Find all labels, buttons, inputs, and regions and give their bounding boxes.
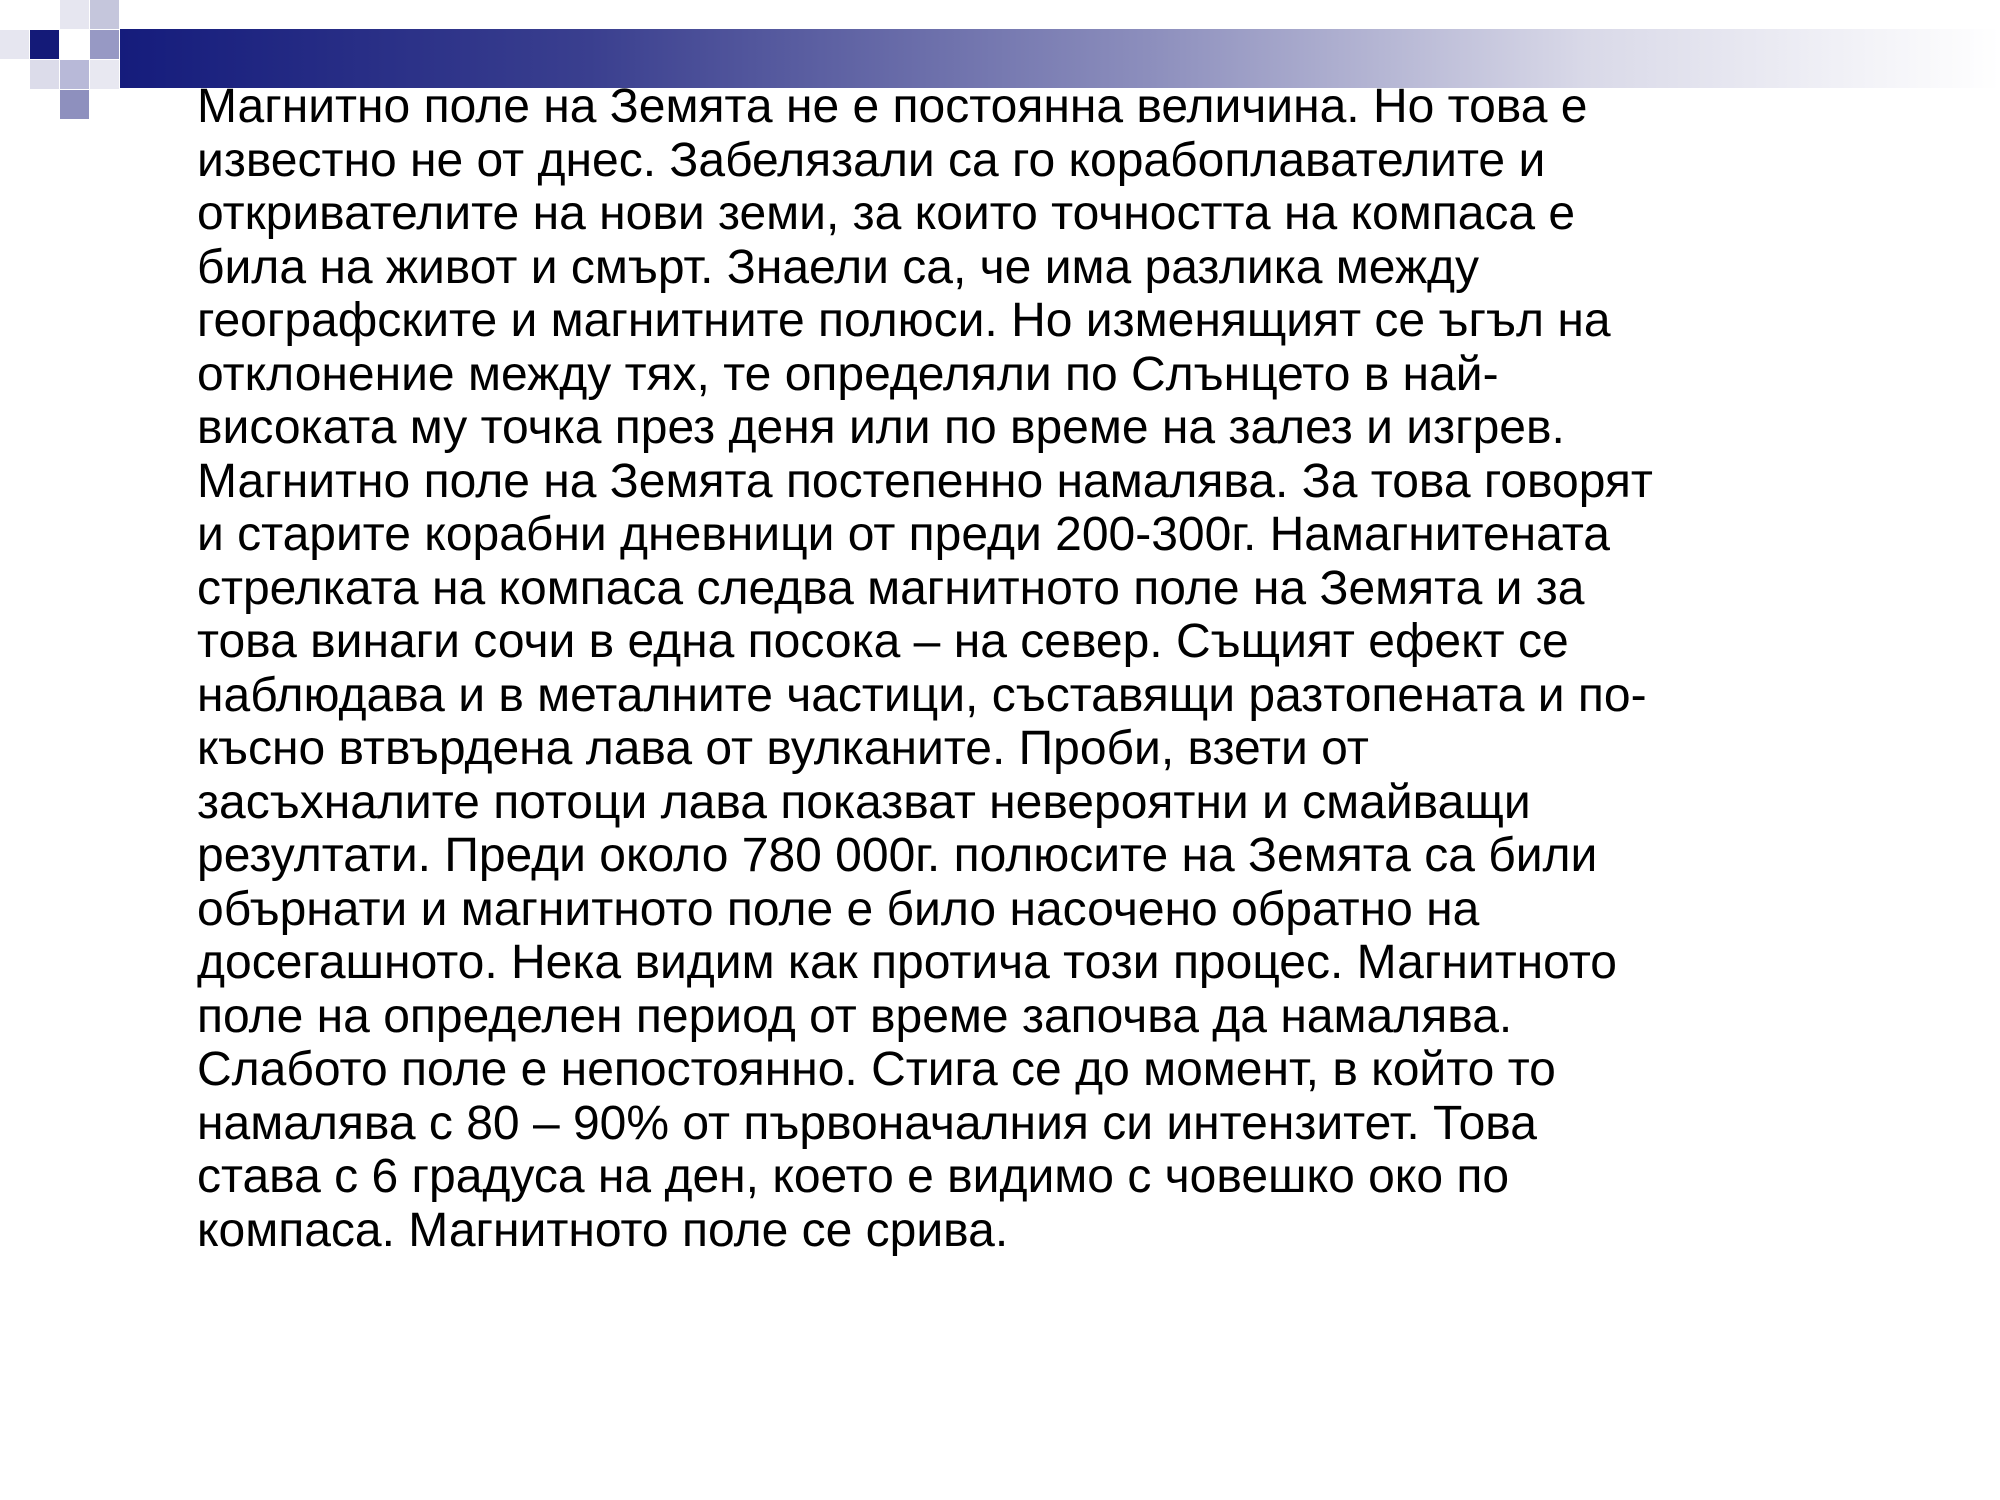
- decorative-square: [0, 30, 29, 59]
- text-line: късно втвърдена лава от вулканите. Проби, взети от: [197, 722, 1369, 775]
- text-line: географските и магнитните полюси. Но изменящият се ъгъл на: [197, 294, 1611, 347]
- text-line: Магнитно поле на Земята постепенно намалява. За това говорят: [197, 454, 1653, 508]
- text-line: засъхналите потоци лава показват невероятни и смайващи: [197, 775, 1531, 829]
- text-line: и старите корабни дневници от преди 200-300г. Намагнитената: [197, 508, 1610, 561]
- text-line: резултати. Преди около 780 000г. полюсите на Земята са били: [197, 829, 1598, 882]
- text-line: компаса. Магнитното поле се срива.: [197, 1203, 1009, 1257]
- text-line: поле на определен период от време започва да намалява.: [197, 989, 1513, 1043]
- text-line: високата му точка през деня или по време на залез и изгрев.: [197, 401, 1565, 454]
- decorative-square: [30, 30, 59, 59]
- text-line: наблюдава и в металните частици, съставящи разтопената и по-: [197, 668, 1647, 722]
- decorative-square: [90, 0, 119, 29]
- decorative-square: [90, 60, 119, 89]
- text-line: откривателите на нови земи, за които точността на компаса е: [197, 187, 1576, 240]
- decorative-square: [60, 0, 89, 29]
- text-line: известно не от днес. Забелязали са го корабоплавателите и: [197, 133, 1546, 187]
- text-line: обърнати и магнитното поле е било насочено обратно на: [197, 882, 1480, 936]
- text-line: стрелката на компаса следва магнитното поле на Земята и за: [197, 561, 1585, 615]
- slide-body-text: [197, 80, 1937, 1257]
- text-line: става с 6 градуса на ден, което е видимо с човешко око по: [197, 1150, 1510, 1203]
- text-line: била на живот и смърт. Знаели са, че има разлика между: [197, 240, 1480, 294]
- text-line: Слабото поле е непостоянно. Стига се до момент, в който то: [197, 1043, 1556, 1096]
- text-line: Магнитно поле на Земята не е постоянна величина. Но това е: [197, 80, 1588, 133]
- decorative-square: [90, 30, 119, 59]
- decorative-square: [60, 90, 89, 119]
- decorative-square: [60, 60, 89, 89]
- text-line: отклонение между тях, те определяли по Слънцето в най-: [197, 347, 1499, 401]
- text-line: досегашното. Нека видим как протича този процес. Магнитното: [197, 936, 1617, 989]
- decorative-square: [60, 30, 89, 59]
- text-line: това винаги сочи в една посока – на север. Същият ефект се: [197, 615, 1569, 668]
- text-line: намалява с 80 – 90% от първоначалния си интензитет. Това: [197, 1096, 1537, 1150]
- decorative-square: [30, 60, 59, 89]
